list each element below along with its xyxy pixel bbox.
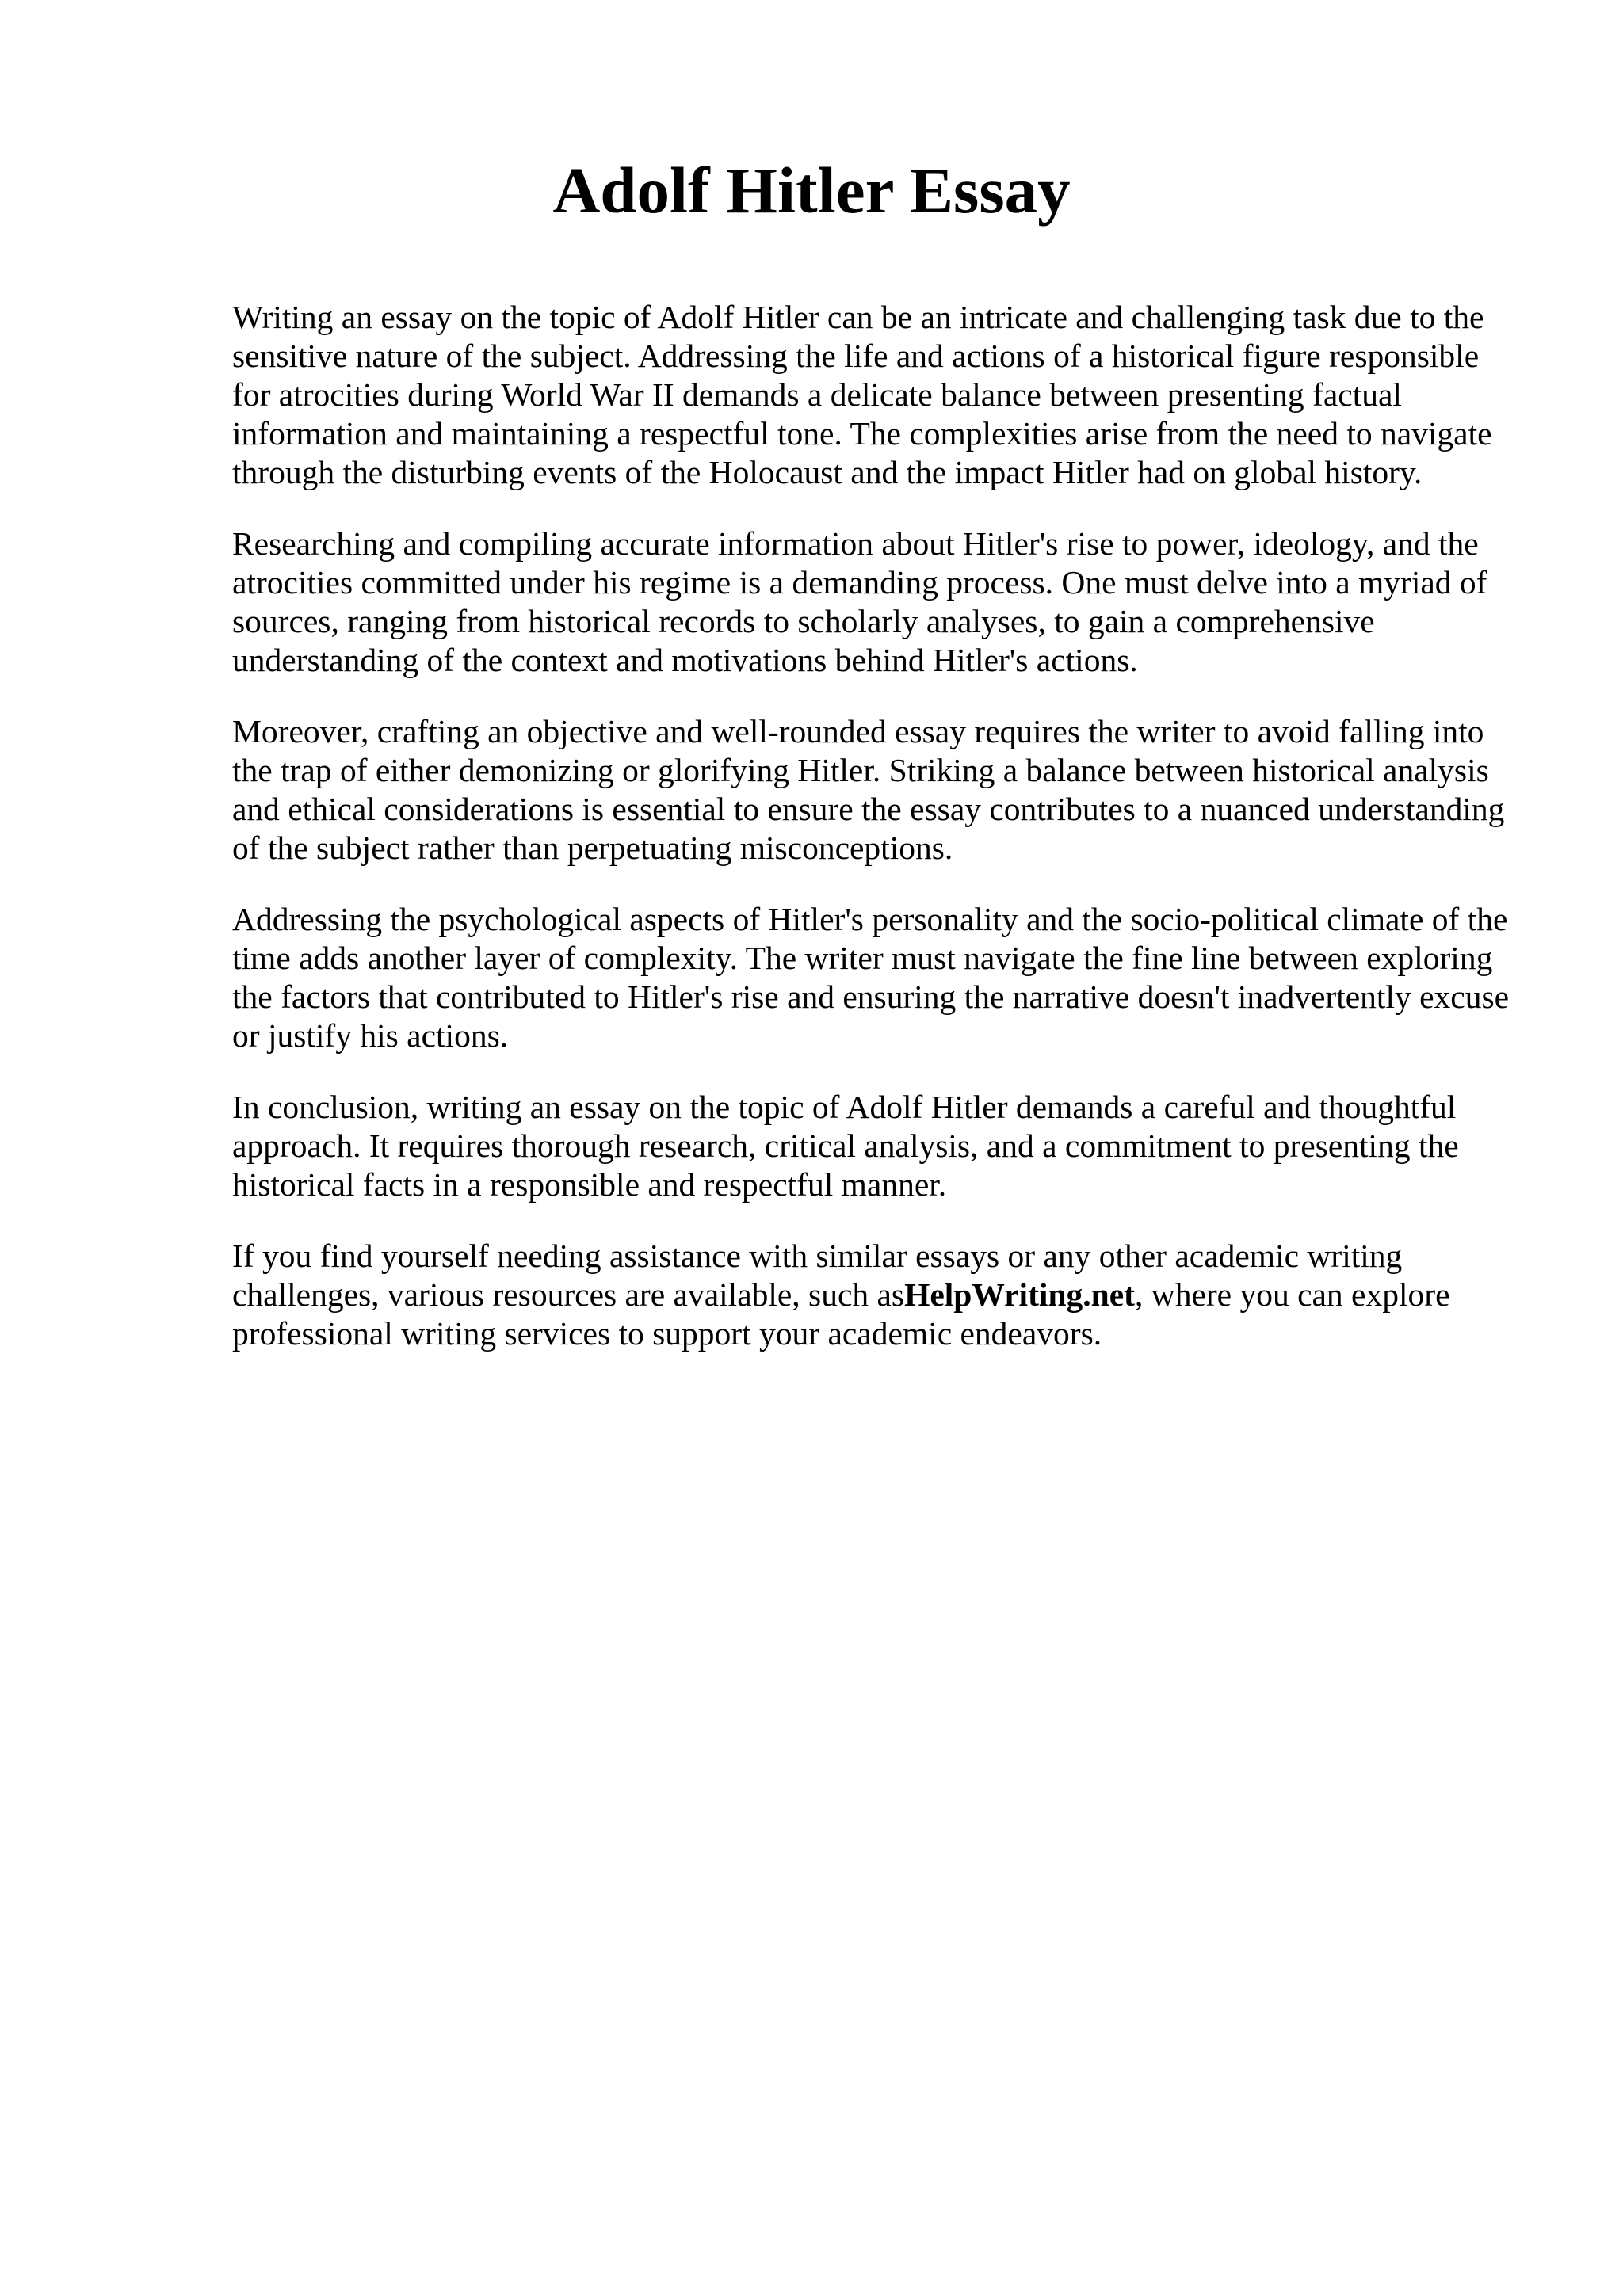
- paragraph-2: [232, 524, 1532, 680]
- paragraph-line: information and maintaining a respectful tone. The complexities arise from the need to navigate: [232, 415, 1492, 452]
- paragraph-3: [232, 712, 1532, 868]
- paragraph-line: historical facts in a responsible and respectful manner.: [232, 1166, 947, 1203]
- essay-body: [232, 298, 1532, 1386]
- paragraph-line: Moreover, crafting an objective and well-rounded essay requires the writer to avoid falling into: [232, 713, 1484, 749]
- paragraph-line: If you find yourself needing assistance with similar essays or any other academic writing: [232, 1238, 1403, 1274]
- paragraph-line: the factors that contributed to Hitler's rise and ensuring the narrative doesn't inadvertently excuse: [232, 978, 1510, 1015]
- paragraph-line: professional writing services to support your academic endeavors.: [232, 1315, 1102, 1352]
- paragraph-5: [232, 1088, 1532, 1204]
- paragraph-line: Addressing the psychological aspects of Hitler's personality and the socio-political climate of the: [232, 901, 1508, 937]
- paragraph-1: [232, 298, 1532, 492]
- paragraph-line: understanding of the context and motivations behind Hitler's actions.: [232, 642, 1138, 678]
- line-text-before-link: challenges, various resources are available, such as: [232, 1276, 905, 1313]
- paragraph-line: for atrocities during World War II demands a delicate balance between presenting factual: [232, 376, 1402, 413]
- paragraph-line: of the subject rather than perpetuating misconceptions.: [232, 830, 953, 866]
- paragraph-line: Writing an essay on the topic of Adolf Hitler can be an intricate and challenging task due to the: [232, 299, 1484, 335]
- line-text-after-link: , where you can explore: [1134, 1276, 1450, 1313]
- paragraph-line: Researching and compiling accurate information about Hitler's rise to power, ideology, and the: [232, 525, 1479, 562]
- paragraph-line: the trap of either demonizing or glorifying Hitler. Striking a balance between historical analysis: [232, 752, 1489, 788]
- paragraph-line: time adds another layer of complexity. The writer must navigate the fine line between exploring: [232, 940, 1493, 976]
- paragraph-line: sources, ranging from historical records to scholarly analyses, to gain a comprehensive: [232, 603, 1375, 639]
- paragraph-line-with-link: [232, 1276, 1532, 1314]
- closing-paragraph: [232, 1237, 1532, 1353]
- paragraph-line: approach. It requires thorough research, critical analysis, and a commitment to presenting the: [232, 1127, 1459, 1164]
- paragraph-4: [232, 900, 1532, 1055]
- paragraph-line: or justify his actions.: [232, 1017, 509, 1054]
- paragraph-line: through the disturbing events of the Holocaust and the impact Hitler had on global history.: [232, 454, 1423, 490]
- page-title: Adolf Hitler Essay: [552, 154, 1071, 227]
- paragraph-line: atrocities committed under his regime is a demanding process. One must delve into a myriad of: [232, 564, 1487, 601]
- paragraph-line: sensitive nature of the subject. Addressing the life and actions of a historical figure responsible: [232, 338, 1480, 374]
- helpwriting-link[interactable]: HelpWriting.net: [904, 1276, 1135, 1313]
- paragraph-line: In conclusion, writing an essay on the topic of Adolf Hitler demands a careful and thoughtful: [232, 1089, 1457, 1125]
- paragraph-line: and ethical considerations is essential to ensure the essay contributes to a nuanced understanding: [232, 791, 1505, 827]
